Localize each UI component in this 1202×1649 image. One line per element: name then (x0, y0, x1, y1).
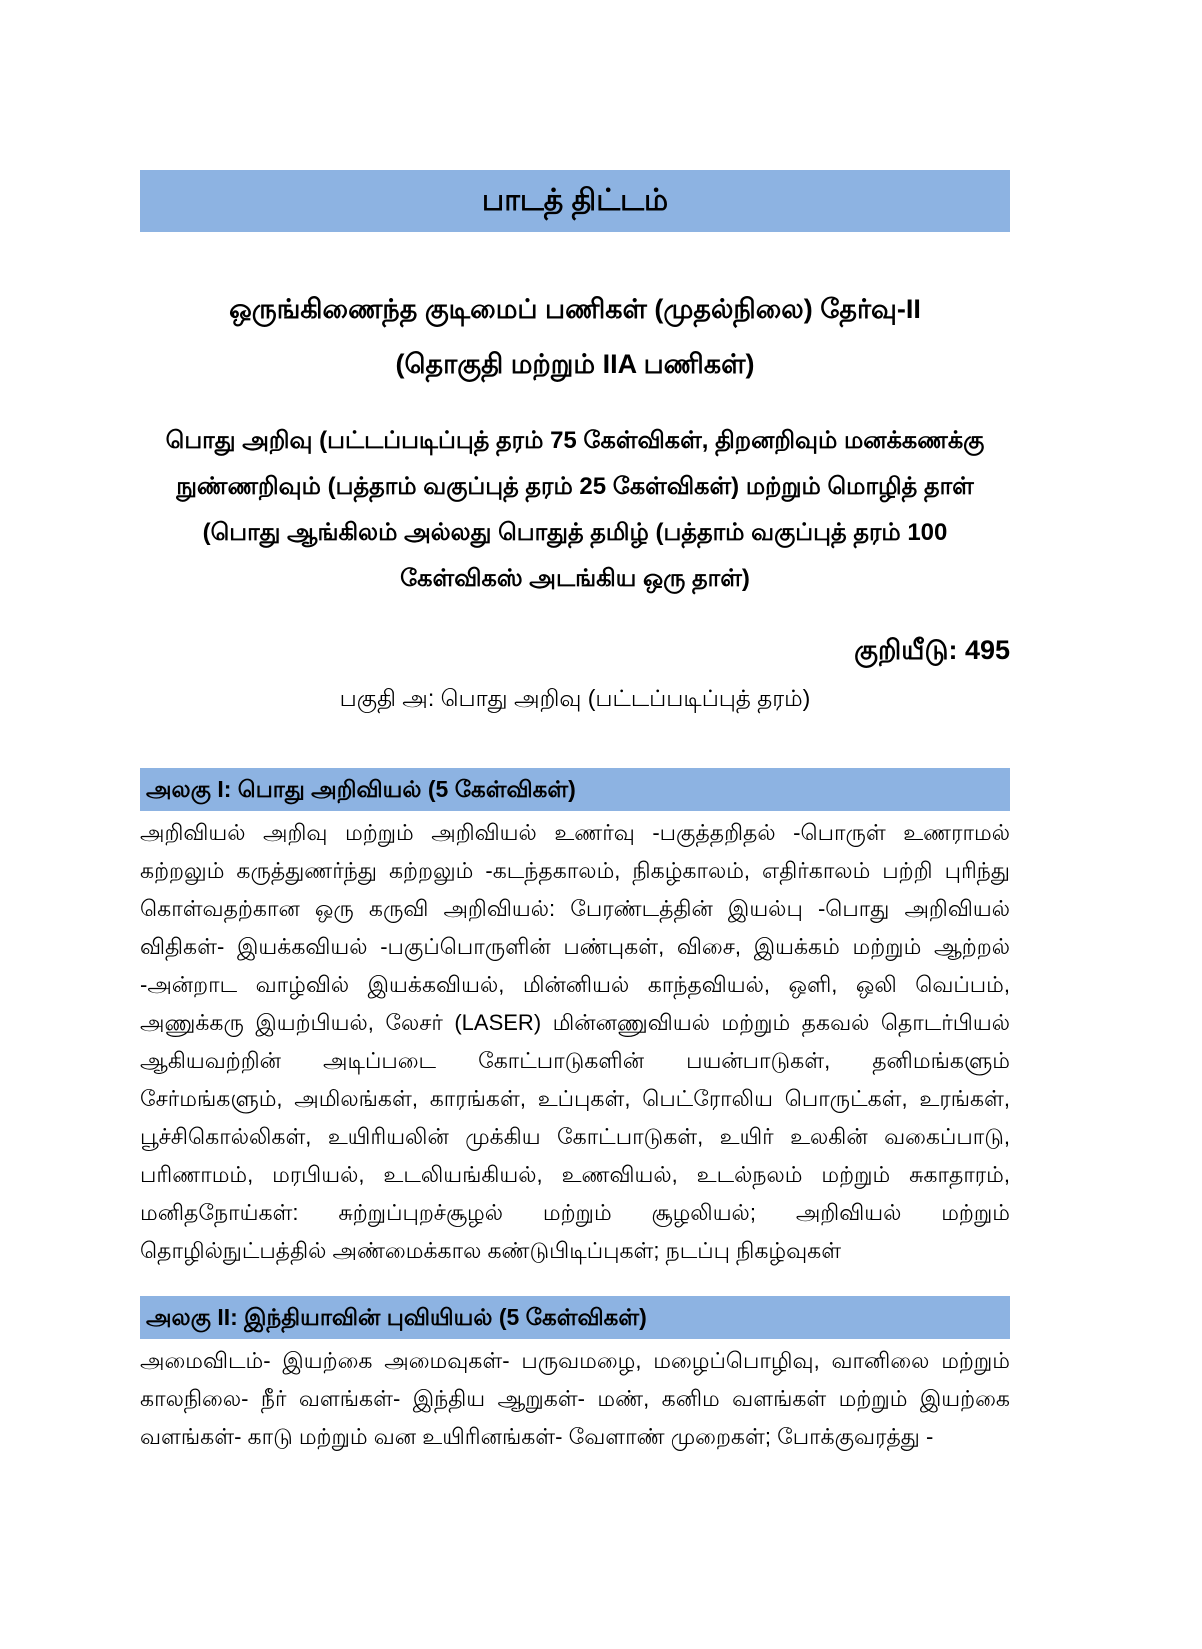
section-body-unit-2: அமைவிடம்- இயற்கை அமைவுகள்- பருவமழை, மழைப்பொழிவு, வானிலை மற்றும் காலநிலை- நீர் வளங்கள்- இந்திய ஆறுகள்- மண், கனிம வளங்கள் மற்றும் இயற்கை வளங்கள்- காடு மற்றும் வன உயிரினங்கள்- வேளாண் முறைகள்; போக்குவரத்து - (140, 1348, 1010, 1449)
exam-title (140, 282, 1010, 392)
part-heading: பகுதி அ: பொது அறிவு (பட்டப்படிப்புத் தரம்) (339, 685, 811, 711)
exam-title-line1: ஒருங்கிணைந்த குடிமைப் பணிகள் (முதல்நிலை) தேர்வு-II (229, 294, 921, 324)
section-unit-2 (140, 1296, 1010, 1456)
section-body-unit-1: அறிவியல் அறிவு மற்றும் அறிவியல் உணர்வு -பகுத்தறிதல் -பொருள் உணராமல் கற்றலும் கருத்துணர்ந்து கற்றலும் -கடந்தகாலம், நிகழ்காலம், எதிர்காலம் பற்றி புரிந்து கொள்வதற்கான ஒரு கருவி அறிவியல்: பேரண்டத்தின் இயல்பு -பொது அறிவியல் விதிகள்- இயக்கவியல் -பகுப்பொருளின் பண்புகள், விசை, இயக்கம் மற்றும் ஆற்றல் -அன்றாட வாழ்வில் இயக்கவியல், மின்னியல் காந்தவியல், ஒளி, ஒலி வெப்பம், அணுக்கரு இயற்பியல், லேசர் (LASER) மின்னணுவியல் மற்றும் தகவல் தொடர்பியல் ஆகியவற்றின் அடிப்படை கோட்பாடுகளின் பயன்பாடுகள், தனிமங்களும் சேர்மங்களும், அமிலங்கள், காரங்கள், உப்புகள், பெட்ரோலிய பொருட்கள், உரங்கள், பூச்சிகொல்லிகள், உயிரியலின் முக்கிய கோட்பாடுகள், உயிர் உலகின் வகைப்பாடு, பரிணாமம், மரபியல், உடலியங்கியல், உணவியல், உடல்நலம் மற்றும் சுகாதாரம், மனிதநோய்கள்: சுற்றுப்புறச்சூழல் மற்றும் சூழலியல்; அறிவியல் மற்றும் தொழில்நுட்பத்தில் அண்மைக்கால கண்டுபிடிப்புகள்; நடப்பு நிகழ்வுகள் (140, 820, 1010, 1263)
section-heading-unit-1: அலகு I: பொது அறிவியல் (5 கேள்விகள்) (140, 768, 1010, 811)
exam-code: குறியீடு: 495 (854, 635, 1010, 665)
document-content (140, 170, 1010, 1456)
section-heading-unit-2: அலகு II: இந்தியாவின் புவியியல் (5 கேள்விகள்) (140, 1296, 1010, 1339)
syllabus-header-bar: பாடத் திட்டம் (140, 170, 1010, 232)
exam-title-line2: (தொகுதி மற்றும் IIA பணிகள்) (395, 349, 755, 379)
exam-description: பொது அறிவு (பட்டப்படிப்புத் தரம் 75 கேள்விகள், திறனறிவும் மனக்கணக்கு நுண்ணறிவும் (பத்தாம் வகுப்புத் தரம் 25 கேள்விகள்) மற்றும் மொழித் தாள் (பொது ஆங்கிலம் அல்லது பொதுத் தமிழ் (பத்தாம் வகுப்புத் தரம் 100 கேள்விகஸ் அடங்கிய ஒரு தாள்) (165, 427, 985, 592)
section-unit-1 (140, 768, 1010, 1270)
